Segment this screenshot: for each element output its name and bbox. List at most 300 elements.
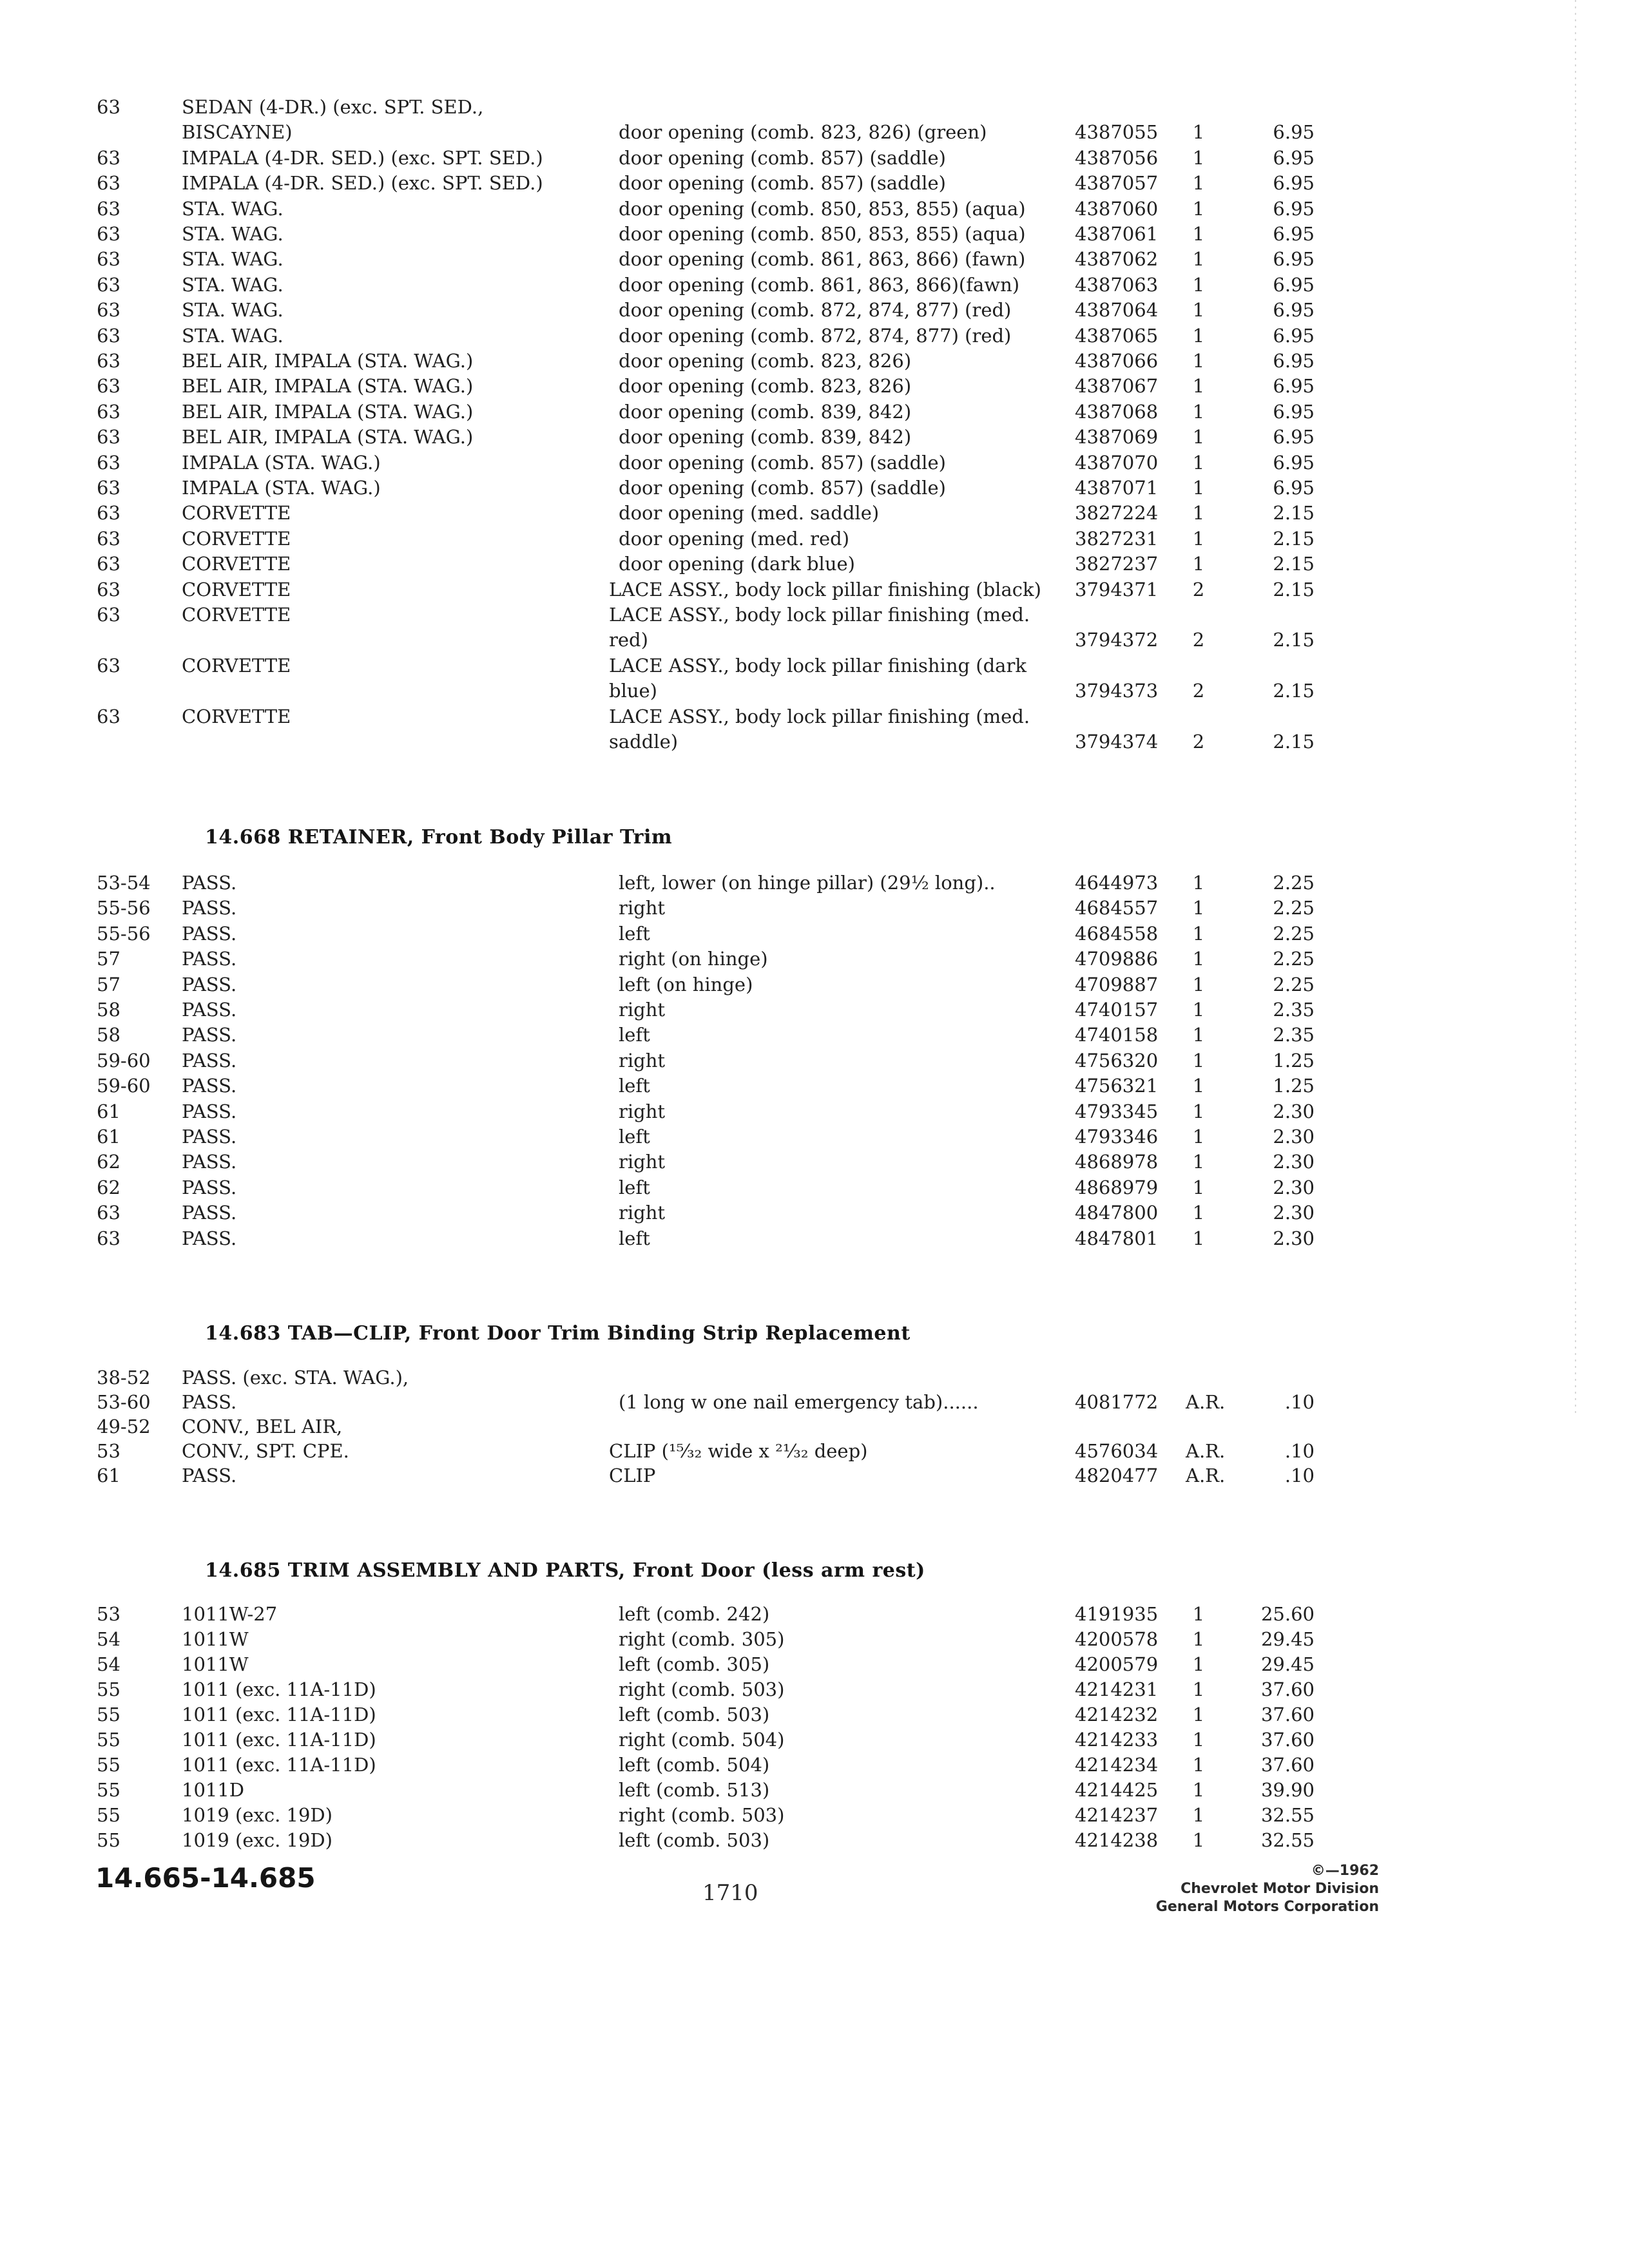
quantity-cell: 1 xyxy=(1192,147,1205,169)
year-cell: 63 xyxy=(97,1227,120,1249)
description-cell: door opening (comb. 861, 863, 866)(fawn) xyxy=(619,274,1020,296)
part-row xyxy=(0,1727,1629,1753)
model-cell: 1011 (exc. 11A-11D) xyxy=(182,1729,376,1751)
model-cell: 1011 (exc. 11A-11D) xyxy=(182,1754,376,1776)
part-row xyxy=(0,272,1629,298)
price-cell: 6.95 xyxy=(1273,350,1315,372)
part-row xyxy=(0,1651,1629,1677)
price-cell: 29.45 xyxy=(1260,1653,1315,1675)
description-cell: right xyxy=(619,1100,666,1122)
model-cell: CONV., BEL AIR, xyxy=(182,1416,343,1437)
price-cell: 2.25 xyxy=(1273,948,1315,970)
price-cell: 2.30 xyxy=(1273,1151,1315,1173)
price-cell: 6.95 xyxy=(1273,274,1315,296)
model-cell: IMPALA (4-DR. SED.) (exc. SPT. SED.) xyxy=(182,172,543,194)
part-number-cell: 4387055 xyxy=(1075,121,1159,143)
quantity-cell: 1 xyxy=(1192,1653,1205,1675)
price-cell: 6.95 xyxy=(1273,401,1315,423)
year-cell: 63 xyxy=(97,553,120,575)
year-cell: 57 xyxy=(97,974,120,995)
year-cell: 63 xyxy=(97,274,120,296)
model-cell: STA. WAG. xyxy=(182,198,284,220)
part-number-cell: 4387068 xyxy=(1075,401,1159,423)
part-row xyxy=(0,1022,1629,1048)
quantity-cell xyxy=(1186,602,1211,628)
model-cell: 1011W xyxy=(182,1628,249,1650)
year-cell: 54 xyxy=(97,1653,120,1675)
description-cell: left (comb. 503) xyxy=(619,1829,770,1851)
model-cell: CONV., SPT. CPE. xyxy=(182,1440,349,1462)
part-row xyxy=(0,1200,1629,1225)
price-cell: 2.15 xyxy=(1273,502,1315,524)
quantity-cell xyxy=(1186,704,1211,729)
quantity-cell: 1 xyxy=(1192,426,1205,448)
year-cell: 55 xyxy=(97,1804,120,1826)
part-number-cell: 4387057 xyxy=(1075,172,1159,194)
part-row xyxy=(0,1389,1629,1415)
description-cell: door opening (comb. 861, 863, 866) (fawn) xyxy=(619,248,1026,270)
description-cell: door opening (comb. 823, 826) xyxy=(619,375,912,397)
description-cell: door opening (med. saddle) xyxy=(619,502,880,524)
model-cell: PASS. xyxy=(182,1391,237,1413)
description-cell: left xyxy=(619,1227,650,1249)
part-row xyxy=(0,1438,1629,1464)
model-cell xyxy=(182,729,581,754)
price-cell xyxy=(1244,653,1315,678)
quantity-cell: 1 xyxy=(1192,948,1205,970)
price-cell: .10 xyxy=(1284,1465,1315,1486)
model-cell: CORVETTE xyxy=(182,706,291,727)
part-row xyxy=(0,348,1629,374)
part-row xyxy=(0,1048,1629,1073)
copyright-line: ©—1962 xyxy=(1311,1863,1379,1879)
description-cell: right xyxy=(619,1151,666,1173)
description-cell xyxy=(619,1365,1070,1390)
part-row xyxy=(0,1802,1629,1828)
part-row xyxy=(0,1677,1629,1702)
description-cell: CLIP xyxy=(609,1465,656,1486)
description-cell: door opening (comb. 872, 874, 877) (red) xyxy=(619,325,1012,347)
quantity-cell: 1 xyxy=(1192,477,1205,499)
year-cell: 63 xyxy=(97,248,120,270)
year-cell: 63 xyxy=(97,223,120,245)
description-cell: door opening (comb. 823, 826) xyxy=(619,350,912,372)
quantity-cell: 1 xyxy=(1192,274,1205,296)
part-row xyxy=(0,94,1629,120)
model-cell: PASS. xyxy=(182,1126,237,1148)
year-cell: 55 xyxy=(97,1704,120,1725)
model-cell: STA. WAG. xyxy=(182,325,284,347)
price-cell: 6.95 xyxy=(1273,452,1315,474)
model-cell: BEL AIR, IMPALA (STA. WAG.) xyxy=(182,401,474,423)
part-row xyxy=(0,475,1629,501)
price-cell: 6.95 xyxy=(1273,172,1315,194)
year-cell: 63 xyxy=(97,1202,120,1224)
year-cell: 63 xyxy=(97,579,120,601)
corporation-line: General Motors Corporation xyxy=(1155,1899,1379,1915)
part-number-cell: 4387066 xyxy=(1075,350,1159,372)
quantity-cell: 1 xyxy=(1192,999,1205,1021)
year-cell: 49-52 xyxy=(97,1416,151,1437)
description-cell: door opening (comb. 850, 853, 855) (aqua) xyxy=(619,198,1026,220)
quantity-cell: 1 xyxy=(1192,1202,1205,1224)
part-row xyxy=(0,196,1629,222)
price-cell: 6.95 xyxy=(1273,198,1315,220)
quantity-cell: 1 xyxy=(1192,325,1205,347)
price-cell: 6.95 xyxy=(1273,248,1315,270)
description-cell: door opening (comb. 857) (saddle) xyxy=(619,477,946,499)
year-cell: 63 xyxy=(97,375,120,397)
part-number-cell: 4847800 xyxy=(1075,1202,1159,1224)
quantity-cell xyxy=(1186,1414,1211,1439)
description-cell: right xyxy=(619,897,666,919)
model-cell: PASS. xyxy=(182,1151,237,1173)
year-cell: 63 xyxy=(97,147,120,169)
part-row xyxy=(0,1626,1629,1652)
part-number-cell: 4684557 xyxy=(1075,897,1159,919)
description-cell: right (comb. 503) xyxy=(619,1804,785,1826)
part-row xyxy=(0,399,1629,425)
model-cell: PASS. xyxy=(182,1024,237,1046)
description-cell: LACE ASSY., body lock pillar finishing (med. xyxy=(609,706,1030,727)
price-cell: 29.45 xyxy=(1260,1628,1315,1650)
description-cell: blue) xyxy=(609,680,657,702)
quantity-cell: 1 xyxy=(1192,1603,1205,1625)
year-cell: 63 xyxy=(97,96,120,118)
part-number-cell: 4387070 xyxy=(1075,452,1159,474)
quantity-cell: 2 xyxy=(1192,629,1205,651)
year-cell: 63 xyxy=(97,706,120,727)
price-cell: 2.25 xyxy=(1273,923,1315,945)
quantity-cell xyxy=(1186,94,1211,120)
part-row xyxy=(0,946,1629,972)
quantity-cell: A.R. xyxy=(1186,1465,1226,1486)
price-cell: 2.30 xyxy=(1273,1126,1315,1148)
quantity-cell: 1 xyxy=(1192,1779,1205,1801)
model-cell: 1011W xyxy=(182,1653,249,1675)
description-cell: (1 long w one nail emergency tab)...... xyxy=(619,1391,979,1413)
description-cell: door opening (comb. 839, 842) xyxy=(619,426,912,448)
price-cell: 2.35 xyxy=(1273,999,1315,1021)
price-cell xyxy=(1244,602,1315,628)
part-number-cell: 4387060 xyxy=(1075,198,1159,220)
part-row xyxy=(0,1365,1629,1390)
year-cell: 63 xyxy=(97,172,120,194)
part-number-cell: 4756320 xyxy=(1075,1050,1159,1072)
model-cell: BEL AIR, IMPALA (STA. WAG.) xyxy=(182,350,474,372)
part-row xyxy=(0,1073,1629,1099)
price-cell: 2.30 xyxy=(1273,1100,1315,1122)
part-row xyxy=(0,1702,1629,1727)
part-row xyxy=(0,678,1629,704)
price-cell: 32.55 xyxy=(1260,1829,1315,1851)
quantity-cell: 1 xyxy=(1192,452,1205,474)
price-cell: 2.15 xyxy=(1273,579,1315,601)
part-row xyxy=(0,145,1629,171)
part-row xyxy=(0,870,1629,896)
part-number-cell: 4387071 xyxy=(1075,477,1159,499)
part-number-cell: 3827237 xyxy=(1075,553,1159,575)
model-cell: CORVETTE xyxy=(182,553,291,575)
year-cell: 53 xyxy=(97,1440,120,1462)
quantity-cell: 1 xyxy=(1192,350,1205,372)
part-number-cell: 3794374 xyxy=(1075,731,1159,753)
part-number-cell: 3794372 xyxy=(1075,629,1159,651)
part-row xyxy=(0,246,1629,272)
description-cell: left (comb. 504) xyxy=(619,1754,770,1776)
description-cell: right xyxy=(619,1202,666,1224)
year-cell: 38-52 xyxy=(97,1367,151,1389)
price-cell: 2.35 xyxy=(1273,1024,1315,1046)
description-cell: saddle) xyxy=(609,731,679,753)
model-cell: IMPALA (STA. WAG.) xyxy=(182,452,381,474)
quantity-cell: 1 xyxy=(1192,401,1205,423)
description-cell: left xyxy=(619,923,650,945)
part-number-cell: 4387056 xyxy=(1075,147,1159,169)
quantity-cell: 1 xyxy=(1192,1227,1205,1249)
part-row xyxy=(0,1752,1629,1778)
part-number-cell: 4387069 xyxy=(1075,426,1159,448)
description-cell: red) xyxy=(609,629,648,651)
description-cell: door opening (dark blue) xyxy=(619,553,855,575)
part-number-cell: 4387063 xyxy=(1075,274,1159,296)
part-row xyxy=(0,1124,1629,1149)
description-cell: right (comb. 503) xyxy=(619,1678,785,1700)
quantity-cell: 1 xyxy=(1192,553,1205,575)
description-cell: left (comb. 503) xyxy=(619,1704,770,1725)
model-cell: BISCAYNE) xyxy=(182,121,293,143)
part-row xyxy=(0,450,1629,476)
part-number-cell: 4847801 xyxy=(1075,1227,1159,1249)
part-number-cell: 4820477 xyxy=(1075,1465,1159,1486)
part-number-cell: 4387065 xyxy=(1075,325,1159,347)
part-row xyxy=(0,972,1629,997)
part-row xyxy=(0,323,1629,349)
price-cell: 6.95 xyxy=(1273,426,1315,448)
price-cell: 2.25 xyxy=(1273,872,1315,894)
price-cell: 1.25 xyxy=(1273,1075,1315,1097)
model-cell: PASS. xyxy=(182,897,237,919)
model-cell xyxy=(182,678,581,704)
price-cell: 6.95 xyxy=(1273,477,1315,499)
model-cell: STA. WAG. xyxy=(182,223,284,245)
model-cell: PASS. (exc. STA. WAG.), xyxy=(182,1367,409,1389)
model-cell: 1011W-27 xyxy=(182,1603,278,1625)
part-number-cell: 4868979 xyxy=(1075,1177,1159,1198)
price-cell xyxy=(1244,94,1315,120)
description-cell: door opening (comb. 857) (saddle) xyxy=(619,172,946,194)
year-cell: 57 xyxy=(97,948,120,970)
quantity-cell xyxy=(1186,653,1211,678)
description-cell: door opening (comb. 850, 853, 855) (aqua) xyxy=(619,223,1026,245)
description-cell: door opening (comb. 839, 842) xyxy=(619,401,912,423)
description-cell: door opening (comb. 857) (saddle) xyxy=(619,452,946,474)
part-row xyxy=(0,997,1629,1023)
model-cell: CORVETTE xyxy=(182,655,291,677)
year-cell: 63 xyxy=(97,452,120,474)
part-number-cell: 4081772 xyxy=(1075,1391,1159,1413)
part-number-cell: 4793346 xyxy=(1075,1126,1159,1148)
year-cell: 62 xyxy=(97,1151,120,1173)
price-cell: 2.25 xyxy=(1273,897,1315,919)
part-number-cell: 4644973 xyxy=(1075,872,1159,894)
description-cell: left (on hinge) xyxy=(619,974,753,995)
model-cell: IMPALA (4-DR. SED.) (exc. SPT. SED.) xyxy=(182,147,543,169)
part-row xyxy=(0,704,1629,729)
quantity-cell: 2 xyxy=(1192,731,1205,753)
part-number-cell: 4214233 xyxy=(1075,1729,1159,1751)
model-cell: SEDAN (4-DR.) (exc. SPT. SED., xyxy=(182,96,484,118)
description-cell: left xyxy=(619,1126,650,1148)
description-cell: right xyxy=(619,1050,666,1072)
part-number-cell: 4214238 xyxy=(1075,1829,1159,1851)
year-cell: 55 xyxy=(97,1829,120,1851)
model-cell: STA. WAG. xyxy=(182,274,284,296)
model-cell: IMPALA (STA. WAG.) xyxy=(182,477,381,499)
part-row xyxy=(0,1099,1629,1124)
description-cell: door opening (comb. 857) (saddle) xyxy=(619,147,946,169)
quantity-cell: 1 xyxy=(1192,897,1205,919)
price-cell: 6.95 xyxy=(1273,121,1315,143)
model-cell: PASS. xyxy=(182,1100,237,1122)
quantity-cell: 1 xyxy=(1192,1754,1205,1776)
model-cell: PASS. xyxy=(182,1465,237,1486)
model-cell: 1019 (exc. 19D) xyxy=(182,1804,333,1826)
year-cell: 63 xyxy=(97,502,120,524)
description-cell: CLIP (¹⁵⁄₃₂ wide x ²¹⁄₃₂ deep) xyxy=(609,1440,868,1462)
part-row xyxy=(0,1149,1629,1175)
year-cell: 63 xyxy=(97,655,120,677)
price-cell: 2.15 xyxy=(1273,528,1315,550)
quantity-cell: 1 xyxy=(1192,1829,1205,1851)
part-row xyxy=(0,551,1629,577)
quantity-cell: 1 xyxy=(1192,923,1205,945)
price-cell: .10 xyxy=(1284,1440,1315,1462)
model-cell: PASS. xyxy=(182,1075,237,1097)
model-cell: 1019 (exc. 19D) xyxy=(182,1829,333,1851)
price-cell: 2.30 xyxy=(1273,1177,1315,1198)
price-cell: 6.95 xyxy=(1273,299,1315,321)
year-cell: 58 xyxy=(97,999,120,1021)
part-number-cell: 4214234 xyxy=(1075,1754,1159,1776)
year-cell: 55-56 xyxy=(97,897,151,919)
part-row xyxy=(0,1827,1629,1853)
part-row xyxy=(0,577,1629,602)
price-cell xyxy=(1244,1414,1315,1439)
part-row xyxy=(0,297,1629,323)
price-cell: 37.60 xyxy=(1260,1729,1315,1751)
price-cell: 37.60 xyxy=(1260,1704,1315,1725)
part-row xyxy=(0,373,1629,399)
description-cell: right (on hinge) xyxy=(619,948,768,970)
part-row xyxy=(0,653,1629,678)
price-cell: 37.60 xyxy=(1260,1754,1315,1776)
part-row xyxy=(0,1175,1629,1200)
part-number-cell: 4191935 xyxy=(1075,1603,1159,1625)
quantity-cell: 1 xyxy=(1192,248,1205,270)
quantity-cell: A.R. xyxy=(1186,1440,1226,1462)
description-cell: left (comb. 242) xyxy=(619,1603,770,1625)
quantity-cell: 2 xyxy=(1192,680,1205,702)
description-cell: left (comb. 513) xyxy=(619,1779,770,1801)
part-number-cell: 3827224 xyxy=(1075,502,1159,524)
quantity-cell: 1 xyxy=(1192,375,1205,397)
part-number-cell: 4756321 xyxy=(1075,1075,1159,1097)
price-cell: 32.55 xyxy=(1260,1804,1315,1826)
division-line: Chevrolet Motor Division xyxy=(1181,1881,1379,1897)
quantity-cell: 2 xyxy=(1192,579,1205,601)
description-cell: right xyxy=(619,999,666,1021)
model-cell: PASS. xyxy=(182,974,237,995)
price-cell: 25.60 xyxy=(1260,1603,1315,1625)
year-cell: 63 xyxy=(97,604,120,626)
part-row xyxy=(0,627,1629,653)
year-cell: 63 xyxy=(97,401,120,423)
page-number: 1710 xyxy=(702,1880,758,1906)
year-cell: 58 xyxy=(97,1024,120,1046)
year-cell: 55 xyxy=(97,1729,120,1751)
model-cell: STA. WAG. xyxy=(182,248,284,270)
year-cell: 53 xyxy=(97,1603,120,1625)
model-cell: STA. WAG. xyxy=(182,299,284,321)
model-cell: BEL AIR, IMPALA (STA. WAG.) xyxy=(182,375,474,397)
year-cell: 55 xyxy=(97,1754,120,1776)
year-cell: 59-60 xyxy=(97,1075,151,1097)
description-cell xyxy=(619,1414,1070,1439)
part-number-cell: 4214425 xyxy=(1075,1779,1159,1801)
model-cell: PASS. xyxy=(182,1050,237,1072)
model-cell: CORVETTE xyxy=(182,579,291,601)
quantity-cell: 1 xyxy=(1192,1729,1205,1751)
part-row xyxy=(0,1463,1629,1488)
part-row xyxy=(0,895,1629,921)
price-cell: 2.30 xyxy=(1273,1227,1315,1249)
quantity-cell: 1 xyxy=(1192,1704,1205,1725)
quantity-cell: 1 xyxy=(1192,1177,1205,1198)
year-cell: 63 xyxy=(97,325,120,347)
price-cell: 2.15 xyxy=(1273,629,1315,651)
description-cell: door opening (comb. 823, 826) (green) xyxy=(619,121,987,143)
year-cell: 55 xyxy=(97,1678,120,1700)
description-cell: LACE ASSY., body lock pillar finishing (dark xyxy=(609,655,1027,677)
quantity-cell: 1 xyxy=(1192,1126,1205,1148)
quantity-cell: 1 xyxy=(1192,121,1205,143)
model-cell: PASS. xyxy=(182,1177,237,1198)
page-range-label: 14.665-14.685 xyxy=(95,1862,316,1894)
quantity-cell: 1 xyxy=(1192,502,1205,524)
quantity-cell xyxy=(1186,1365,1211,1390)
description-cell xyxy=(619,94,1070,120)
section-title-14-685: 14.685 TRIM ASSEMBLY AND PARTS, Front Door (less arm rest) xyxy=(205,1559,925,1582)
year-cell: 63 xyxy=(97,198,120,220)
part-row xyxy=(0,221,1629,247)
part-number-cell: 4200578 xyxy=(1075,1628,1159,1650)
part-number-cell: 4740157 xyxy=(1075,999,1159,1021)
part-number-cell: 4709886 xyxy=(1075,948,1159,970)
year-cell: 59-60 xyxy=(97,1050,151,1072)
quantity-cell: 1 xyxy=(1192,1804,1205,1826)
model-cell: CORVETTE xyxy=(182,528,291,550)
year-cell: 63 xyxy=(97,426,120,448)
quantity-cell: 1 xyxy=(1192,1100,1205,1122)
price-cell: 6.95 xyxy=(1273,375,1315,397)
year-cell: 63 xyxy=(97,299,120,321)
description-cell: left, lower (on hinge pillar) (29½ long).. xyxy=(619,872,996,894)
part-row xyxy=(0,1601,1629,1627)
part-row xyxy=(0,921,1629,947)
quantity-cell: 1 xyxy=(1192,974,1205,995)
model-cell: PASS. xyxy=(182,948,237,970)
